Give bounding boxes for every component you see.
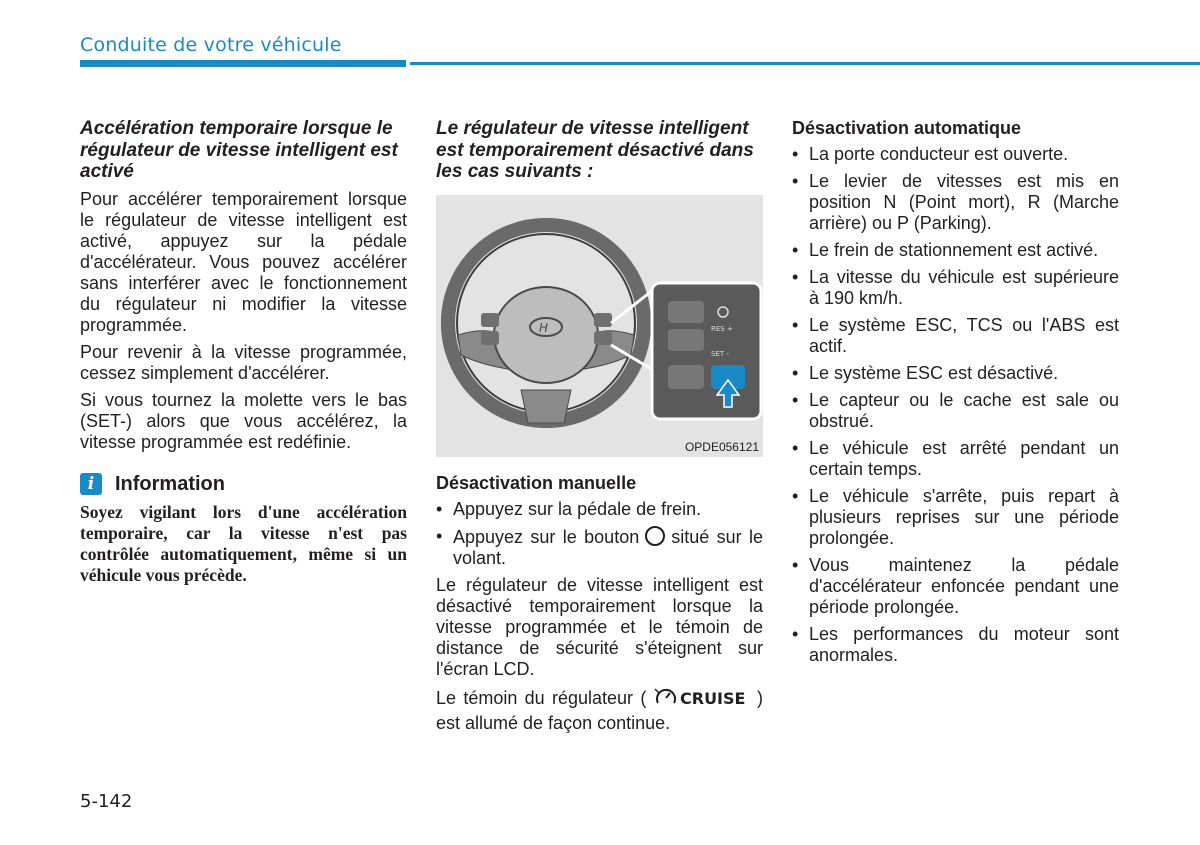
information-text: Soyez vigilant lors d'une accélération temporaire, car la vitesse n'est pas contrôlée automatiquement, même si un véhicule vous précède. — [80, 501, 407, 585]
list-item: • Le véhicule s'arrête, puis repart à plusieurs reprises sur une période prolongée. — [792, 486, 1119, 549]
paragraph: Si vous tournez la molette vers le bas (SET-) alors que vous accélérez, la vitesse programmée est redéfinie. — [80, 389, 407, 452]
list-item: • Le capteur ou le cache est sale ou obstrué. — [792, 390, 1119, 432]
list-item: • Appuyez sur la pédale de frein. — [436, 499, 763, 520]
header-title: Conduite de votre véhicule — [80, 34, 342, 56]
subheading-automatic: Désactivation automatique — [792, 118, 1022, 138]
section-heading: Le régulateur de vitesse intelligent est temporairement désactivé dans les cas suivants : — [436, 118, 754, 182]
page-number: 5-142 — [80, 791, 133, 812]
list-item: • La porte conducteur est ouverte. — [792, 144, 1119, 165]
header-rule-thin — [410, 62, 1200, 65]
column-right — [792, 118, 1119, 672]
list-item-text: situé sur le volant. — [453, 526, 763, 568]
list-item: • Le système ESC est désactivé. — [792, 363, 1119, 384]
information-header — [80, 473, 407, 496]
steering-wheel-figure — [436, 195, 763, 457]
paragraph: Le régulateur de vitesse intelligent est désactivé temporairement lorsque la vitesse programmée et le témoin de distance de sécurité s'éteignent sur l'écran LCD. — [436, 574, 763, 679]
info-icon: i — [80, 473, 102, 495]
list-item — [436, 526, 763, 569]
paragraph-text: Le témoin du régulateur ( — [436, 687, 647, 708]
column-middle — [436, 118, 763, 740]
information-title: Information — [115, 472, 225, 495]
automatic-deactivation-list — [792, 144, 1119, 666]
list-item: • Le véhicule est arrêté pendant un certain temps. — [792, 438, 1119, 480]
cruise-indicator-icon — [654, 686, 750, 713]
steering-wheel-illustration — [436, 195, 763, 457]
section-heading: Accélération temporaire lorsque le régulateur de vitesse intelligent est activé — [80, 118, 398, 182]
paragraph — [436, 686, 763, 734]
column-left — [80, 118, 407, 586]
manual-deactivation-list — [436, 499, 763, 569]
header-rule-thick — [80, 60, 406, 67]
set-button-label: SET - — [711, 349, 729, 358]
list-item: • Le frein de stationnement est activé. — [792, 240, 1119, 261]
list-item: • Vous maintenez la pédale d'accélérateur enfoncée pendant une période prolongée. — [792, 555, 1119, 618]
subheading-manual: Désactivation manuelle — [436, 472, 637, 493]
cruise-button-icon — [645, 526, 665, 546]
list-item-text: Appuyez sur le bouton — [453, 526, 640, 547]
list-item: • La vitesse du véhicule est supérieure à 190 km/h. — [792, 267, 1119, 309]
res-button-label: RES + — [711, 324, 733, 333]
list-item: • Le système ESC, TCS ou l'ABS est actif. — [792, 315, 1119, 357]
figure-caption: OPDE056121 — [684, 439, 759, 454]
list-item: • Le levier de vitesses est mis en position N (Point mort), R (Marche arrière) ou P (Parking). — [792, 171, 1119, 234]
cruise-label: CRUISE — [679, 688, 746, 708]
paragraph-text: ) est allumé de façon continue. — [436, 687, 763, 733]
list-item: • Les performances du moteur sont anormales. — [792, 624, 1119, 666]
paragraph: Pour accélérer temporairement lorsque le régulateur de vitesse intelligent est activé, appuyez sur la pédale d'accélérateur. Vous pouvez accélérer sans interférer avec le fonctionnement du régulateur ni modifier la vitesse programmée. — [80, 188, 407, 335]
paragraph: Pour revenir à la vitesse programmée, cessez simplement d'accélérer. — [80, 341, 407, 383]
svg-text:H: H — [539, 320, 549, 335]
